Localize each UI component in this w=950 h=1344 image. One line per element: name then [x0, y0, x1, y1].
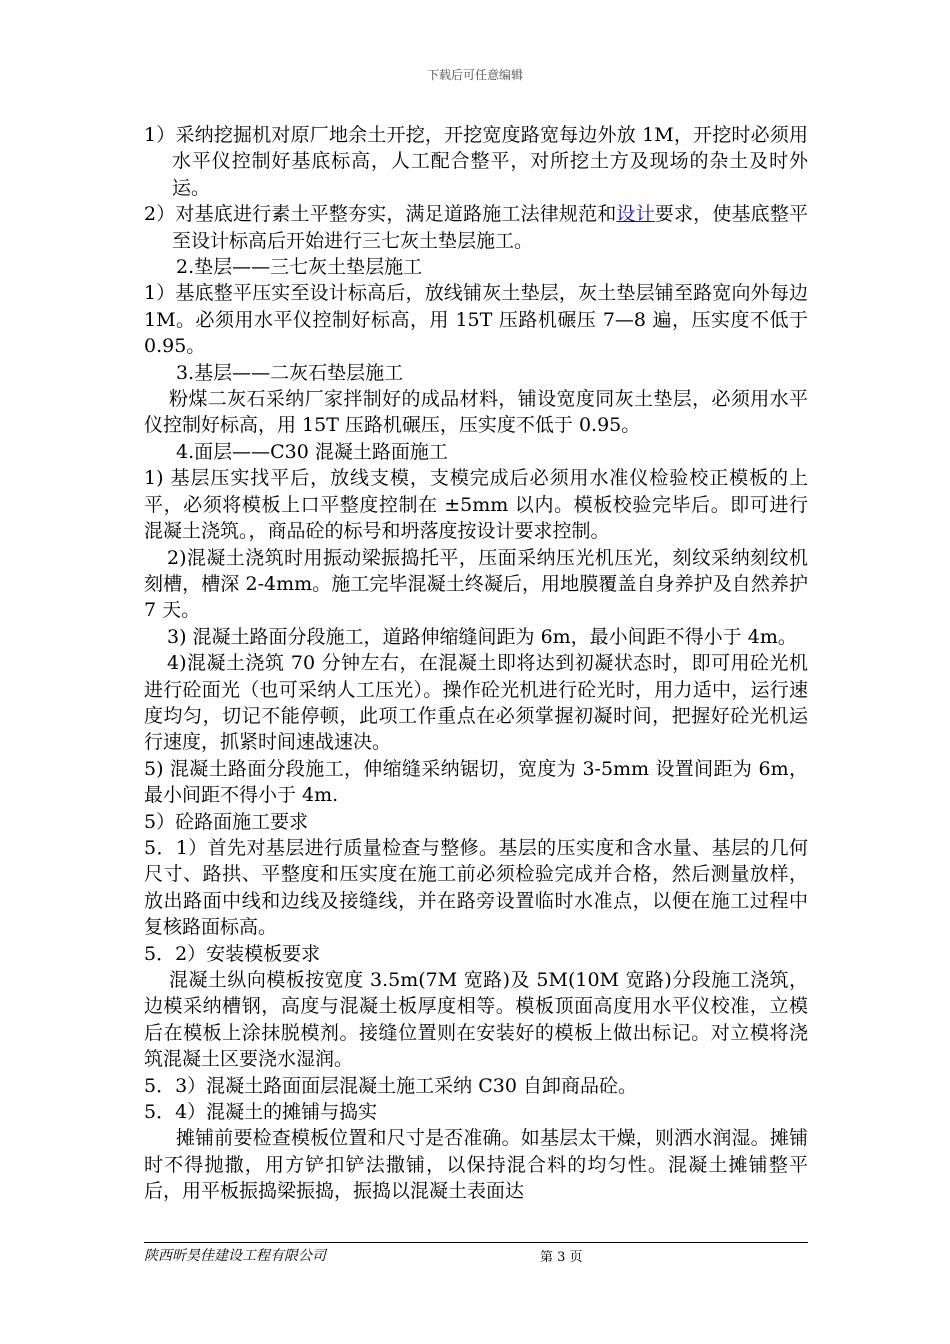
section-heading-formwork: 5．2）安装模板要求 [144, 942, 321, 965]
page-number: 第 3 页 [540, 1250, 583, 1265]
paragraph-excavation: 1）采纳挖掘机对原厂地余土开挖，开挖宽度路宽每边外放 1M，开挖时必须用水平仪控制好基底标高，人工配合整平，对所挖土方及现场的杂土及时外运。 [144, 124, 808, 199]
paragraph-formwork: 1) 基层压实找平后，放线支模，支模完成后必须用水准仪检验校正模板的上平，必须将模板上口平整度控制在 ±5mm 以内。模板校验完毕后。即可进行混凝土浇筑。，商品砼的标号和坍落度按设计要求控制。 [144, 467, 808, 543]
section-heading-surface: 4.面层——C30 混凝土路面施工 [176, 440, 448, 463]
paragraph-paving: 摊铺前要检查模板位置和尺寸是否准确。如基层太干燥，则洒水润湿。摊铺时不得抛撒，用方铲扣铲法撒铺，以保持混合料的均匀性。混凝土摊铺整平后，用平板振捣梁振捣，振捣以混凝土表面达 [144, 1127, 808, 1203]
document-body [144, 122, 808, 1205]
paragraph-text: 要求，使基底整平至设计标高后开始进行三七灰土垫层施工。 [172, 203, 808, 252]
footer-company: 陕西昕昊佳建设工程有限公司 [144, 1248, 326, 1264]
paragraph-text: 2）对基底进行素土平整夯实，满足道路施工法律规范和 [144, 203, 617, 226]
design-link[interactable]: 设计 [616, 203, 655, 226]
section-heading-cushion: 2.垫层——三七灰土垫层施工 [176, 256, 423, 279]
section-heading-paving: 5．4）混凝土的摊铺与捣实 [144, 1101, 378, 1124]
section-heading-requirements: 5）砼路面施工要求 [144, 810, 309, 833]
paragraph-vibration: 2)混凝土浇筑时用振动梁振捣托平，压面采纳压光机压光，刻纹采纳刻纹机刻槽，槽深 2-4mm。施工完毕混凝土终凝后，用地膜覆盖自身养护及自然养护 7 天。 [144, 546, 808, 622]
paragraph-troweling: 4)混凝土浇筑 70 分钟左右，在混凝土即将达到初凝状态时，即可用砼光机进行砼面光（也可采纳人工压光）。操作砼光机进行砼光时，用力适中，运行速度均匀，切记不能停顿，此项工作重点在必须掌握初凝时间，把握好砼光机运行速度，抓紧时间速战速决。 [144, 652, 808, 754]
paragraph-base: 粉煤二灰石采纳厂家拌制好的成品材料，铺设宽度同灰土垫层，必须用水平仪控制好标高，用 15T 压路机碾压，压实度不低于 0.95。 [144, 388, 808, 437]
paragraph-inspection: 5．1）首先对基层进行质量检查与整修。基层的压实度和含水量、基层的几何尺寸、路拱、平整度和压实度在施工前必须检验完成并合格，然后测量放样，放出路面中线和边线及接缝线，并在路旁设置临时水准点，以便在施工过程中复核路面标高。 [144, 836, 808, 939]
page-header: 下载后可任意编辑 [426, 68, 523, 82]
paragraph-joints: 5) 混凝土路面分段施工，伸缩缝采纳锯切，宽度为 3-5mm 设置间距为 6m，最小间距不得小于 4m. [144, 757, 808, 807]
paragraph-formwork-install: 混凝土纵向模板按宽度 3.5m(7M 宽路)及 5M(10M 宽路)分段施工浇筑，边模采纳槽钢，高度与混凝土板厚度相等。模板顶面高度用水平仪校准，立模后在模板上涂抹脱模剂。接缝位置则在安装好的模板上做出标记。对立模将浇筑混凝土区要浇水湿润。 [144, 969, 808, 1071]
paragraph-base-compaction [144, 201, 808, 254]
footer-divider [144, 1242, 808, 1243]
paragraph-segment: 3) 混凝土路面分段施工，道路伸缩缝间距为 6m，最小间距不得小于 4m。 [167, 625, 797, 648]
paragraph-cushion: 1）基底整平压实至设计标高后，放线铺灰土垫层，灰土垫层铺至路宽向外每边 1M。必须用水平仪控制好标高，用 15T 压路机碾压 7—8 遍，压实度不低于 0.95。 [144, 282, 808, 358]
section-heading-base: 3.基层——二灰石垫层施工 [176, 361, 404, 384]
paragraph-concrete-supply: 5．3）混凝土路面面层混凝土施工采纳 C30 自卸商品砼。 [144, 1074, 637, 1097]
